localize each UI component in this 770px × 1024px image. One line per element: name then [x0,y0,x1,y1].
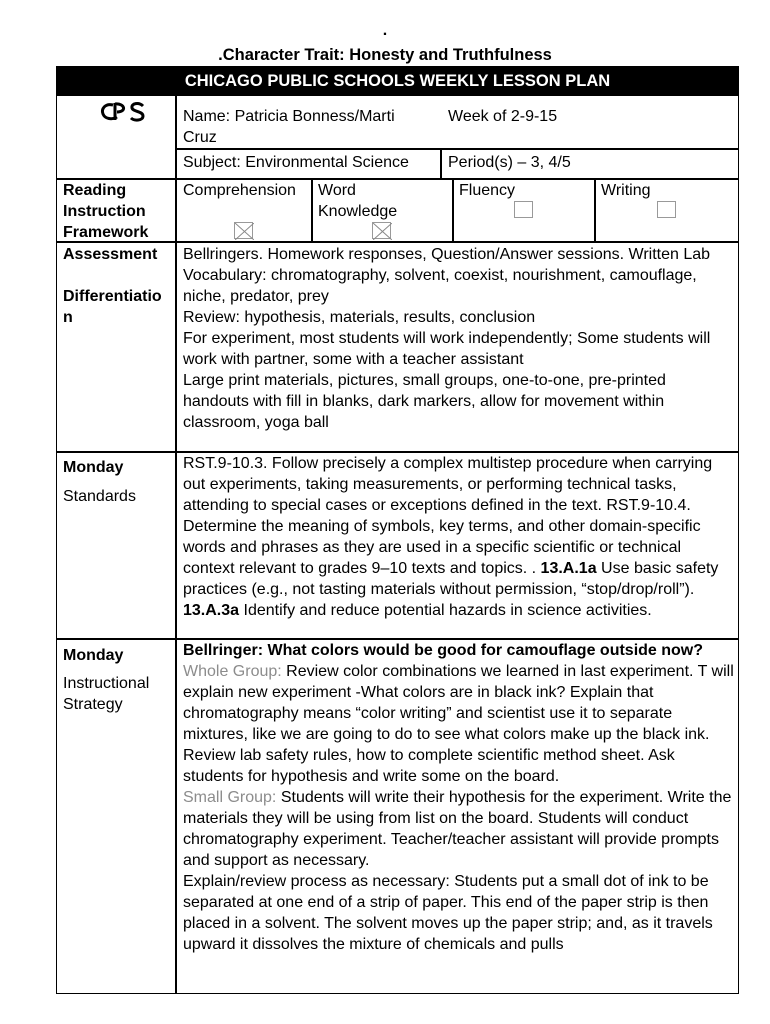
small-group-label: Small Group: [183,789,277,806]
strategy-content [183,640,735,955]
review-text: Review: hypothesis, materials, results, conclusion [183,309,536,326]
cps-logo [99,100,151,126]
standard-code-1: 13.A.1a [540,560,597,577]
col-divider [175,96,177,994]
lesson-plan-banner: CHICAGO PUBLIC SCHOOLS WEEKLY LESSON PLAN [56,66,739,96]
process-explanation-text: Explain/review process as necessary: Students put a small dot of ink to be separated at one end of a strip of paper. This end of the paper strip is then placed in a solvent. The solvent moves up the paper strip; and, as it travels upward it dissolves the mixture of chemicals and pulls [183,873,713,953]
bellringer-label: Bellringer [183,642,258,659]
standards-day: Monday [63,459,124,476]
framework-writing: Writing [601,182,651,199]
standards-content [183,453,735,621]
standard-code-2: 13.A.3a [183,602,240,619]
small-group [183,787,735,871]
framework-label: Reading Instruction Framework [63,182,149,241]
col-divider [452,178,454,242]
teacher-name: Name: Patricia Bonness/Marti Cruz [183,108,395,146]
whole-group [183,661,735,745]
periods: Period(s) – 3, 4/5 [448,154,571,171]
bellringer [183,640,735,661]
week-of: Week of 2-9-15 [448,108,558,125]
vocabulary-text: Vocabulary: chromatography, solvent, coexist, nourishment, camouflage, niche, predator, prey [183,267,697,305]
framework-fluency: Fluency [459,182,516,199]
comprehension-checkbox[interactable] [234,222,253,239]
safety-review-text: Review lab safety rules, how to complete scientific method sheet. Ask students for hypothesis and write some on the board. [183,747,675,785]
accommodations-text: Large print materials, pictures, small groups, one-to-one, pre-printed handouts with fill in blanks, dark markers, allow for movement within classroom, yoga ball [183,372,666,431]
col-divider [440,148,442,179]
small-group-text: Students will write their hypothesis for the experiment. Write the materials they will be using from list on the board. Students will conduct chromatography experiment. Teacher/teacher assistant will provide prompts and support as necessary. [183,789,732,869]
framework-word-knowledge: Word Knowledge [318,182,398,220]
framework-comprehension: Comprehension [183,182,296,199]
col-divider [311,178,313,242]
fluency-checkbox[interactable] [514,201,533,218]
character-trait-title: .Character Trait: Honesty and Truthfulness [218,46,552,64]
col-divider [594,178,596,242]
assessment-content [183,244,735,433]
standards-text-3: Identify and reduce potential hazards in science activities. [239,602,652,619]
strategy-day: Monday [63,647,124,664]
standards-text-2: Use basic safety practices (e.g., not tasting materials without permission, “stop/drop/roll”). [183,560,719,598]
whole-group-text: Review color combinations we learned in last experiment. T will explain new experiment -What colors are in black ink? Explain that chromatography means “color writing” and scientist use it to separate mixtures, like we are going to do to see what colors make up the black ink. [183,663,734,743]
writing-checkbox[interactable] [657,201,676,218]
standards-label: Standards [63,488,136,505]
top-dot: . [382,22,388,39]
word-knowledge-checkbox[interactable] [372,222,391,239]
assessment-label: Assessment [63,246,158,263]
experiment-text: For experiment, most students will work independently; Some students will work with partner, some with a teacher assistant [183,330,711,368]
assessment-text: Bellringers. Homework responses, Question/Answer sessions. Written Lab [183,246,711,263]
standards-text-1: RST.9-10.3. Follow precisely a complex multistep procedure when carrying out experiments, taking measurements, or performing technical tasks, attending to special cases or exceptions defined in the text. RST.9-10.4. Determine the meaning of symbols, key terms, and other domain-specific words and phrases as they are used in a specific scientific or technical context relevant to grades 9–10 texts and topics. . [183,455,713,577]
whole-group-label: Whole Group: [183,663,282,680]
bellringer-question: : What colors would be good for camouflage outside now? [257,642,704,659]
row-divider [175,148,739,150]
subject: Subject: Environmental Science [183,154,409,171]
differentiation-label: Differentiation [63,288,162,326]
strategy-label: Instructional Strategy [63,675,150,713]
